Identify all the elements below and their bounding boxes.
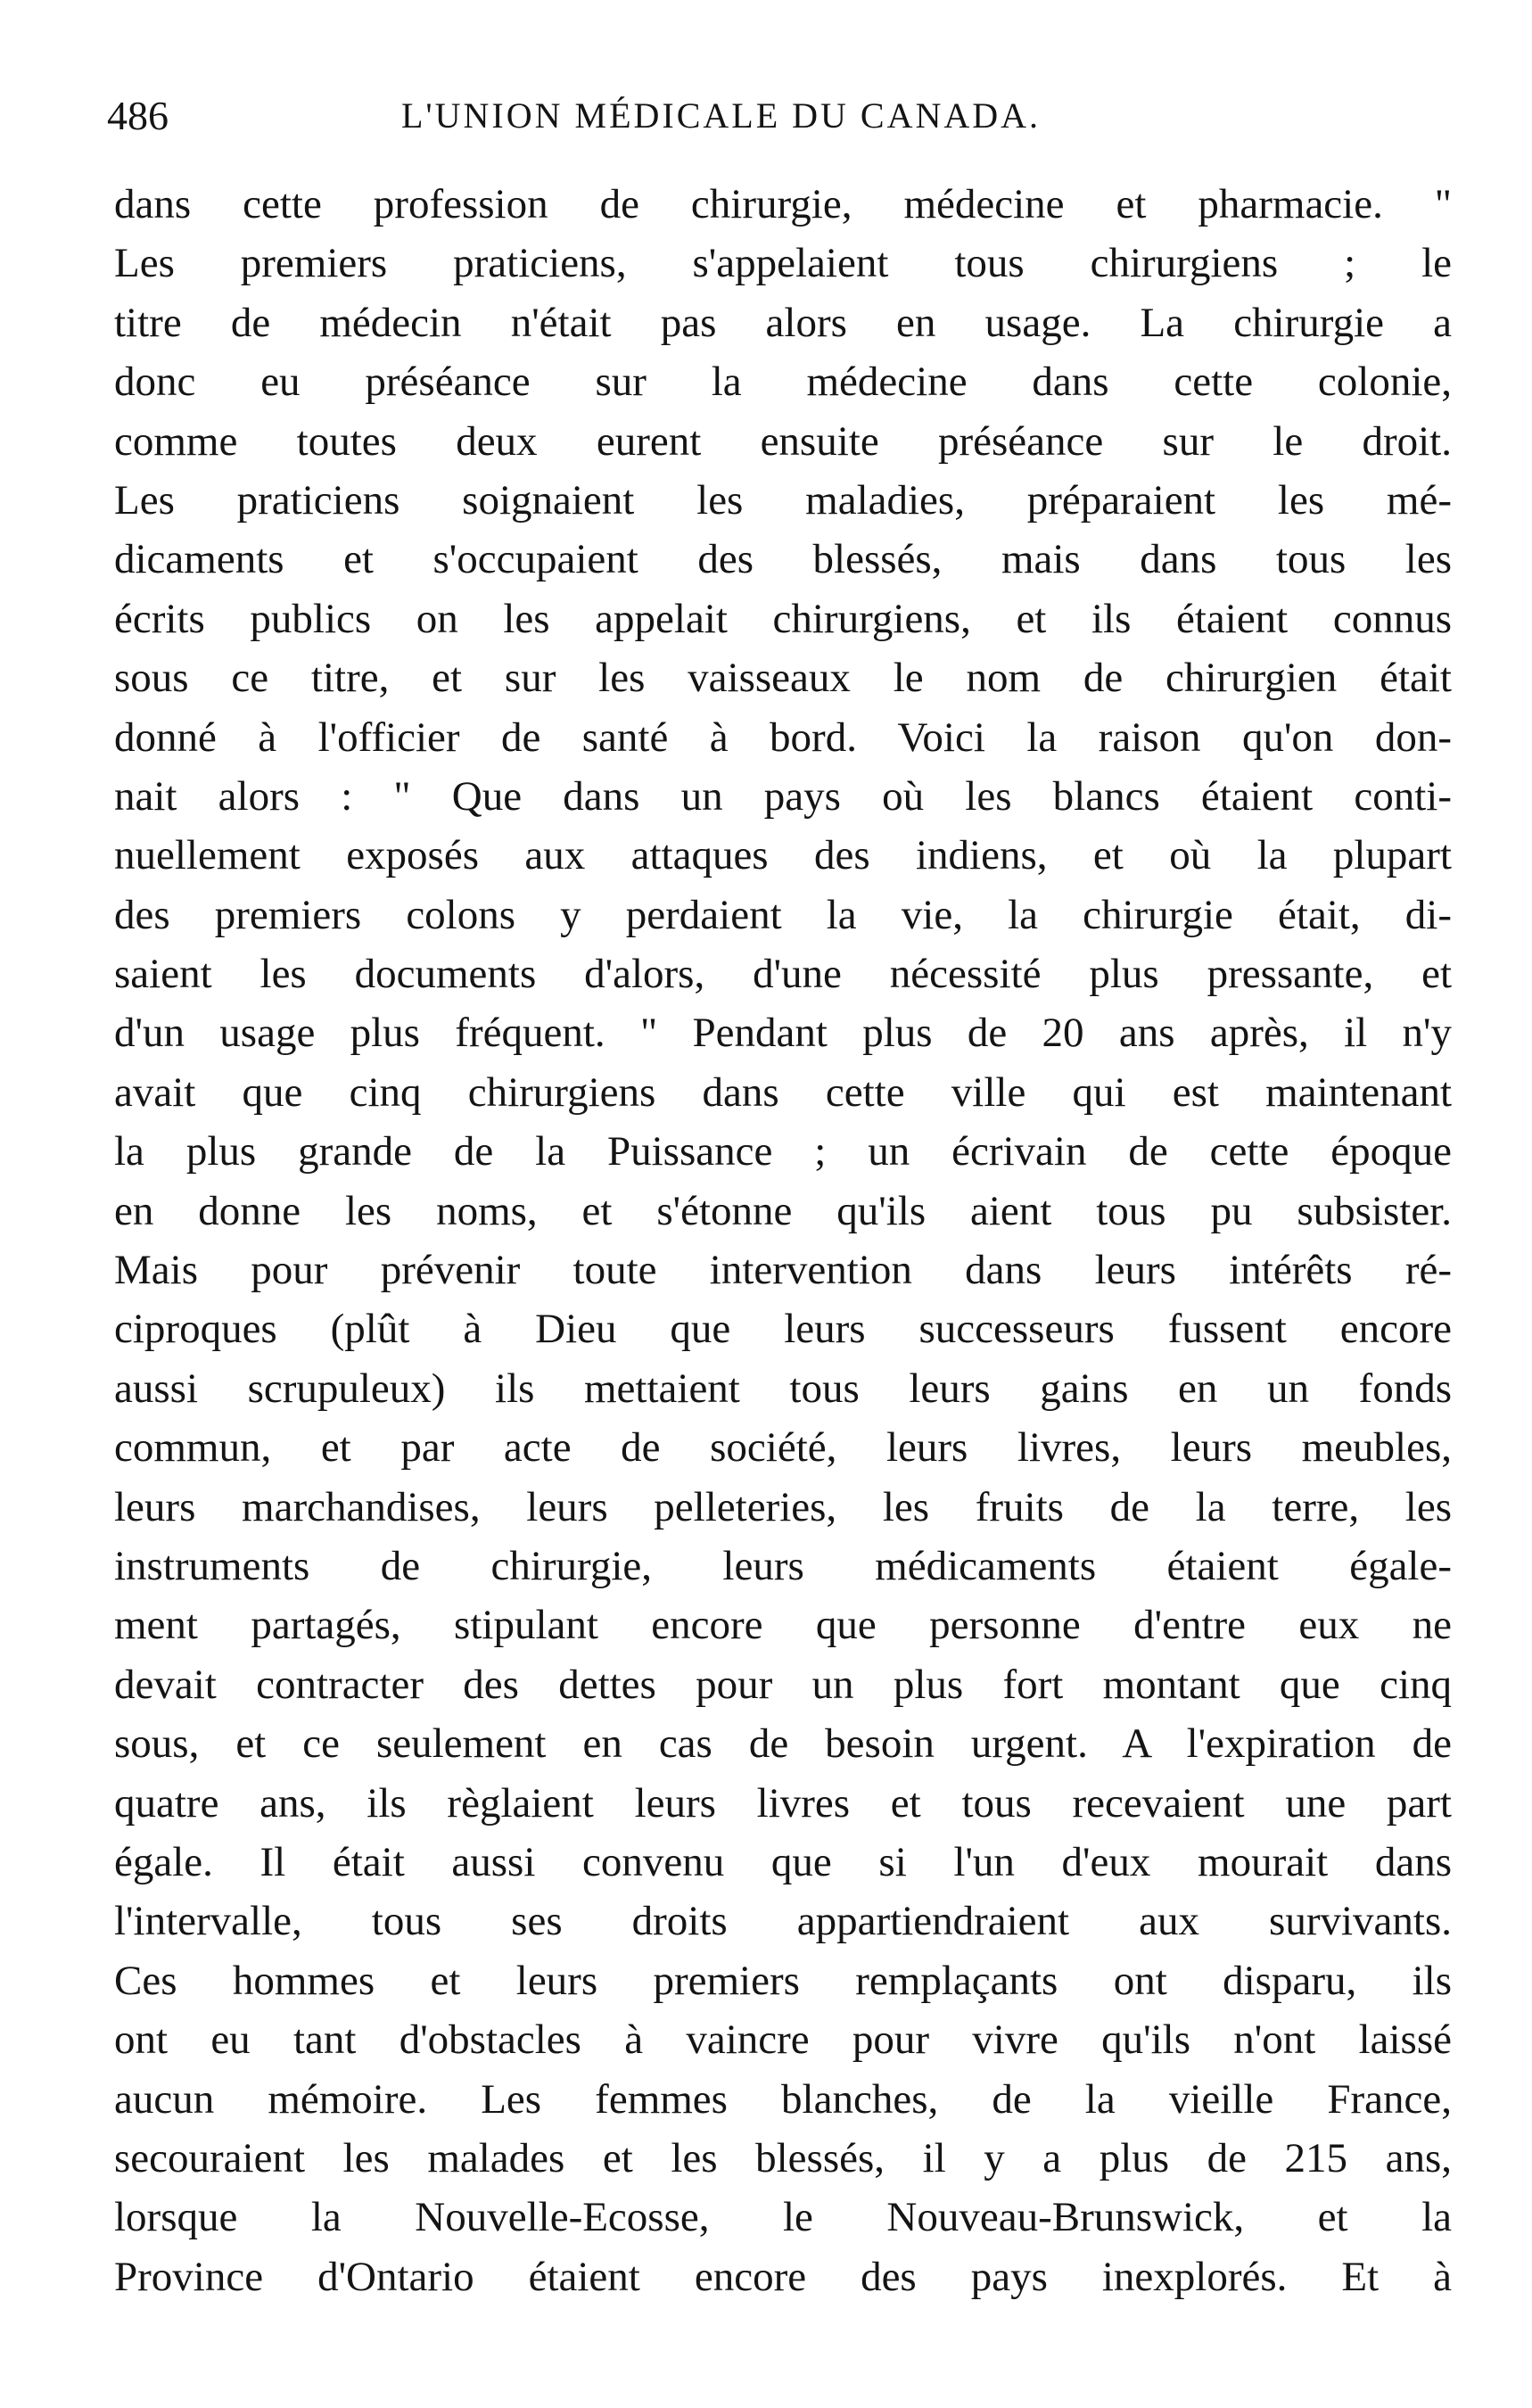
text-line: des premiers colons y perdaient la vie, la chirurgie était, di- <box>114 891 1452 938</box>
text-line: donc eu préséance sur la médecine dans cette colonie, <box>114 359 1452 406</box>
text-line: comme toutes deux eurent ensuite préséance sur le droit. <box>114 417 1452 465</box>
text-line: écrits publics on les appelait chirurgiens, et ils étaient connus <box>114 595 1452 642</box>
page-number: 486 <box>107 93 169 138</box>
text-line: égale. Il était aussi convenu que si l'un d'eux mourait dans <box>114 1838 1452 1885</box>
text-line: sous, et ce seulement en cas de besoin urgent. A l'expiration de <box>114 1720 1452 1768</box>
text-line: ont eu tant d'obstacles à vaincre pour vivre qu'ils n'ont laissé <box>114 2016 1452 2064</box>
text-line: d'un usage plus fréquent. " Pendant plus de 20 ans après, il n'y <box>114 1010 1452 1057</box>
text-line: Les premiers praticiens, s'appelaient tous chirurgiens ; le <box>114 240 1452 287</box>
text-line: sous ce titre, et sur les vaisseaux le nom de chirurgien était <box>114 655 1452 702</box>
text-line: l'intervalle, tous ses droits appartiendraient aux survivants. <box>114 1898 1452 1945</box>
text-line: aucun mémoire. Les femmes blanches, de la vieille France, <box>114 2075 1452 2123</box>
text-line: lorsque la Nouvelle-Ecosse, le Nouveau-Brunswick, et la <box>114 2194 1452 2241</box>
text-line: devait contracter des dettes pour un plus fort montant que cinq <box>114 1661 1452 1708</box>
text-line: nait alors : " Que dans un pays où les blancs étaient conti- <box>114 772 1452 820</box>
text-line: aussi scrupuleux) ils mettaient tous leurs gains en un fonds <box>114 1365 1452 1412</box>
text-line: la plus grande de la Puissance ; un écrivain de cette époque <box>114 1128 1452 1175</box>
body-text <box>114 175 1452 2306</box>
text-line: saient les documents d'alors, d'une nécessité plus pressante, et <box>114 951 1452 998</box>
text-line: en donne les noms, et s'étonne qu'ils aient tous pu subsister. <box>114 1187 1452 1234</box>
text-line: avait que cinq chirurgiens dans cette ville qui est maintenant <box>114 1068 1452 1116</box>
text-line: quatre ans, ils règlaient leurs livres et tous recevaient une part <box>114 1779 1452 1827</box>
text-line: titre de médecin n'était pas alors en usage. La chirurgie a <box>114 299 1452 346</box>
text-line: instruments de chirurgie, leurs médicaments étaient égale- <box>114 1542 1452 1589</box>
text-line: dicaments et s'occupaient des blessés, mais dans tous les <box>114 536 1452 583</box>
text-line: Province d'Ontario étaient encore des pays inexplorés. Et à <box>114 2253 1452 2300</box>
text-line: dans cette profession de chirurgie, médecine et pharmacie. " <box>114 181 1452 227</box>
text-line: leurs marchandises, leurs pelleteries, les fruits de la terre, les <box>114 1483 1452 1530</box>
text-line: Mais pour prévenir toute intervention dans leurs intérêts ré- <box>114 1247 1452 1294</box>
text-line: secouraient les malades et les blessés, il y a plus de 215 ans, <box>114 2134 1452 2181</box>
text-line: donné à l'officier de santé à bord. Voici la raison qu'on don- <box>114 713 1452 761</box>
text-line: ciproques (plût à Dieu que leurs successeurs fussent encore <box>114 1306 1452 1353</box>
text-line: commun, et par acte de société, leurs livres, leurs meubles, <box>114 1424 1452 1472</box>
text-line: Les praticiens soignaient les maladies, préparaient les mé- <box>114 476 1452 524</box>
journal-title: L'UNION MÉDICALE DU CANADA. <box>401 95 1042 136</box>
running-head <box>107 89 1462 143</box>
text-line: nuellement exposés aux attaques des indiens, et où la plupart <box>114 832 1452 879</box>
text-line: ment partagés, stipulant encore que personne d'entre eux ne <box>114 1602 1452 1649</box>
text-line: Ces hommes et leurs premiers remplaçants ont disparu, ils <box>114 1957 1452 2004</box>
